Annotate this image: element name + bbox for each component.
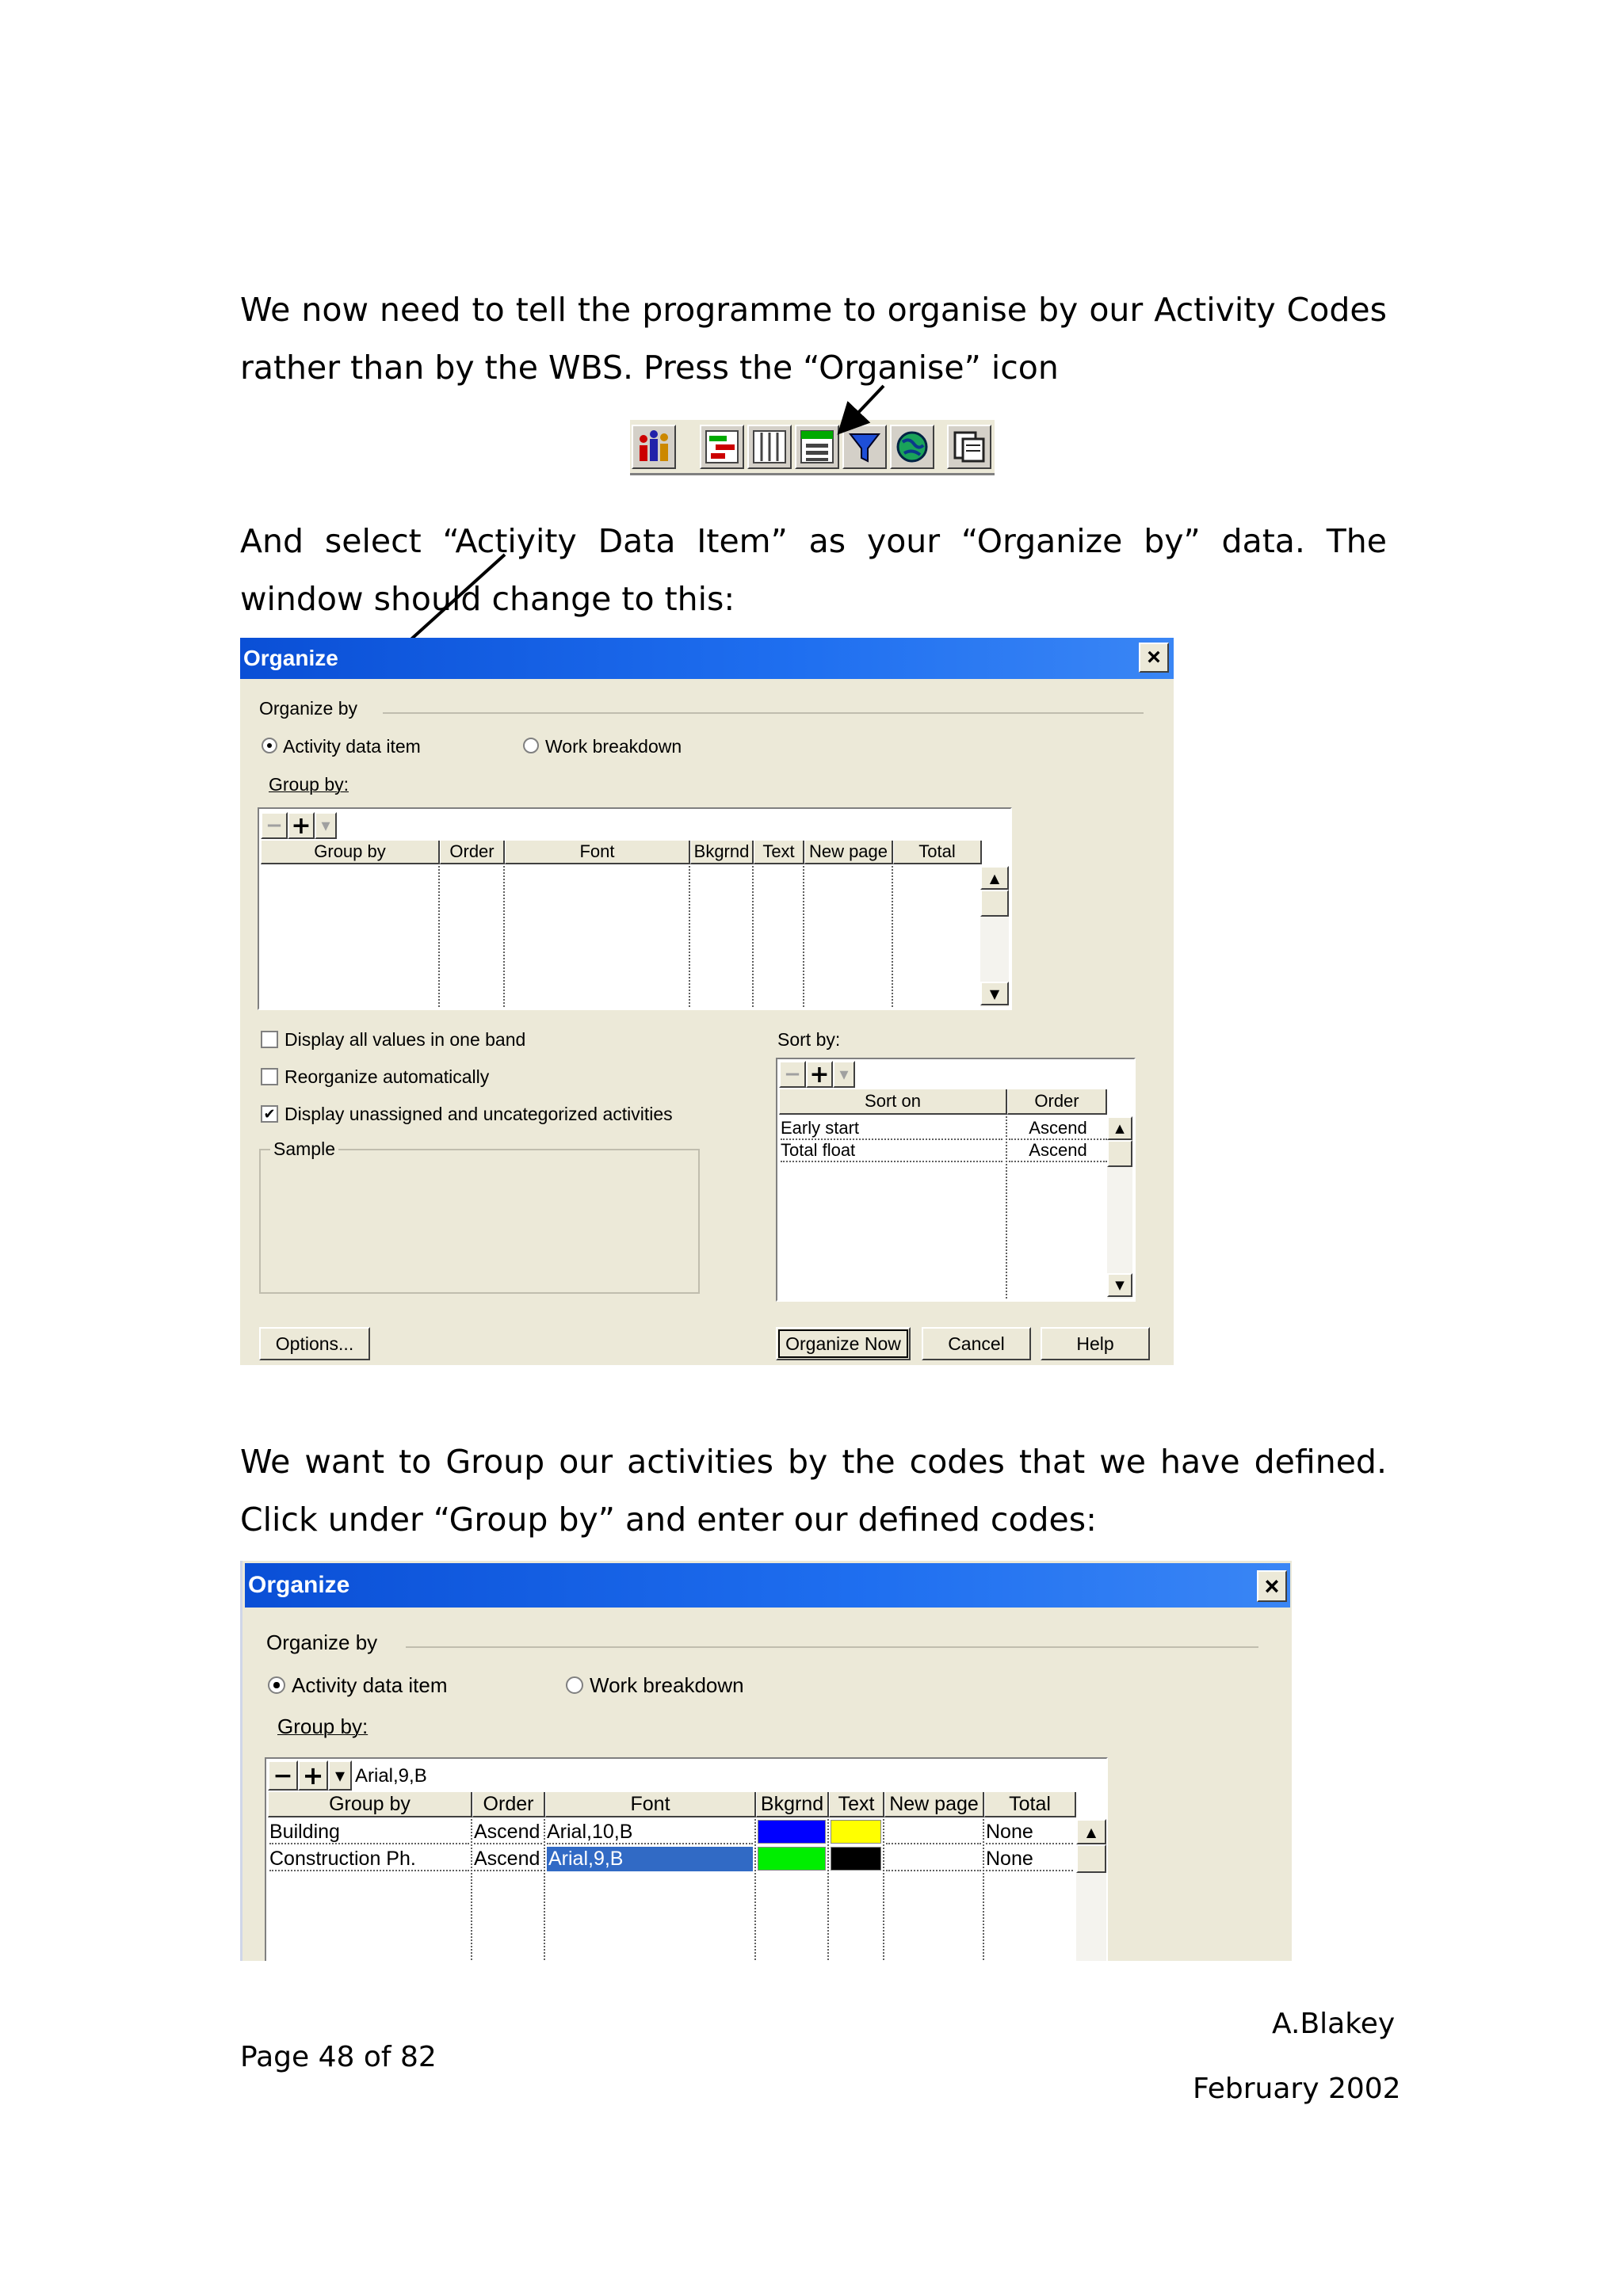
grid-divider bbox=[892, 866, 893, 1007]
grid-divider bbox=[883, 1819, 884, 1961]
col-total[interactable]: Total bbox=[893, 841, 982, 864]
sort-dropdown-button[interactable]: ▾ bbox=[833, 1061, 855, 1088]
sample-groupbox bbox=[259, 1149, 700, 1294]
close-icon[interactable]: × bbox=[1139, 643, 1169, 673]
dropdown-button[interactable]: ▾ bbox=[328, 1760, 352, 1791]
grid-divider bbox=[471, 1819, 472, 1961]
organize-by-divider bbox=[383, 712, 1144, 714]
row-1-order[interactable]: Ascend bbox=[474, 1819, 542, 1844]
dropdown-button[interactable]: ▾ bbox=[315, 812, 337, 839]
cancel-button[interactable]: Cancel bbox=[922, 1327, 1031, 1360]
sort-scroll-down-icon[interactable]: ▼ bbox=[1107, 1273, 1132, 1297]
help-button[interactable]: Help bbox=[1041, 1327, 1150, 1360]
grid-divider bbox=[438, 866, 440, 1007]
sort-row-2-order[interactable]: Ascend bbox=[1009, 1140, 1107, 1162]
row-1-group-by[interactable]: Building bbox=[269, 1819, 469, 1844]
checkbox-reorganize[interactable] bbox=[261, 1068, 278, 1085]
radio-work-breakdown[interactable] bbox=[566, 1676, 583, 1694]
dialog-2-titlebar bbox=[245, 1563, 1290, 1608]
grid-divider bbox=[803, 866, 804, 1007]
grid-divider bbox=[1006, 1116, 1007, 1299]
checkbox-one-band[interactable] bbox=[261, 1031, 278, 1048]
grid-divider bbox=[827, 1819, 829, 1961]
scroll-thumb[interactable] bbox=[980, 890, 1009, 917]
col-sort-order[interactable]: Order bbox=[1007, 1089, 1107, 1115]
col-text[interactable]: Text bbox=[754, 841, 804, 864]
sort-scroll-thumb[interactable] bbox=[1107, 1140, 1132, 1167]
sort-by-label: Sort by: bbox=[777, 1029, 841, 1050]
row-2-font-selected[interactable] bbox=[547, 1847, 753, 1871]
sort-row-2-field[interactable]: Total float bbox=[781, 1140, 1002, 1162]
radio-activity-data-item[interactable] bbox=[262, 738, 277, 753]
col-text[interactable]: Text bbox=[829, 1792, 884, 1817]
close-icon[interactable]: × bbox=[1257, 1570, 1287, 1602]
intro-line-1: We now need to tell the programme to organise by our Activity Codes bbox=[240, 291, 1387, 329]
organize-dialog-2 bbox=[240, 1561, 1292, 1961]
radio-wbs-label: Work breakdown bbox=[590, 1673, 744, 1697]
sample-label: Sample bbox=[270, 1138, 338, 1160]
col-new-page[interactable]: New page bbox=[804, 841, 893, 864]
col-bkgrnd[interactable]: Bkgrnd bbox=[756, 1792, 829, 1817]
scroll-up-icon[interactable]: ▲ bbox=[1076, 1819, 1106, 1844]
col-sort-on[interactable]: Sort on bbox=[779, 1089, 1007, 1115]
row-2-order[interactable]: Ascend bbox=[474, 1846, 542, 1871]
row-2-total[interactable]: None bbox=[986, 1846, 1073, 1871]
select-line-1: And select “Actiyity Data Item” as your “Organize by” data. The bbox=[240, 522, 1387, 560]
scroll-up-icon[interactable]: ▲ bbox=[980, 866, 1009, 890]
grid-divider bbox=[983, 1819, 984, 1961]
col-font[interactable]: Font bbox=[505, 841, 690, 864]
row-2-text-swatch[interactable] bbox=[831, 1847, 881, 1871]
sort-scroll-up-icon[interactable]: ▲ bbox=[1107, 1116, 1132, 1140]
group-line-2: Click under “Group by” and enter our defined codes: bbox=[240, 1501, 1097, 1539]
organize-by-label: Organize by bbox=[259, 698, 358, 719]
checkbox-unassigned[interactable]: ✔ bbox=[261, 1105, 278, 1123]
sort-plus-button[interactable]: + bbox=[806, 1061, 833, 1088]
grid-divider bbox=[544, 1819, 545, 1961]
grid-divider bbox=[503, 866, 505, 1007]
radio-wbs-label: Work breakdown bbox=[545, 736, 682, 757]
checkbox-reorganize-label: Reorganize automatically bbox=[285, 1066, 490, 1087]
sort-minus-button[interactable]: − bbox=[779, 1061, 806, 1088]
row-1-text-swatch[interactable] bbox=[831, 1820, 881, 1844]
plus-button[interactable]: + bbox=[288, 812, 315, 839]
organize-dialog-1 bbox=[240, 638, 1174, 1365]
checkbox-unassigned-label: Display unassigned and uncategorized activities bbox=[285, 1104, 673, 1124]
radio-activity-data-item[interactable] bbox=[268, 1676, 285, 1694]
group-edit-field[interactable]: Arial,9,B bbox=[355, 1765, 427, 1787]
scroll-down-icon[interactable]: ▼ bbox=[980, 982, 1009, 1005]
radio-work-breakdown[interactable] bbox=[523, 738, 539, 753]
radio-activity-label: Activity data item bbox=[283, 736, 421, 757]
col-total[interactable]: Total bbox=[984, 1792, 1076, 1817]
sort-row-1-field[interactable]: Early start bbox=[781, 1118, 1002, 1140]
row-2-bkgrnd-swatch[interactable] bbox=[758, 1847, 826, 1871]
row-2-group-by[interactable]: Construction Ph. bbox=[269, 1846, 469, 1871]
plus-button[interactable]: + bbox=[298, 1760, 328, 1791]
row-1-new-page[interactable] bbox=[886, 1819, 981, 1844]
col-order[interactable]: Order bbox=[472, 1792, 545, 1817]
checkbox-one-band-label: Display all values in one band bbox=[285, 1029, 526, 1050]
intro-line-2: rather than by the WBS. Press the “Organise” icon bbox=[240, 349, 1059, 387]
group-by-label: Group by: bbox=[269, 774, 349, 795]
sort-row-1-order[interactable]: Ascend bbox=[1009, 1118, 1107, 1140]
minus-button[interactable]: − bbox=[261, 812, 288, 839]
grid-divider bbox=[754, 1819, 756, 1961]
col-font[interactable]: Font bbox=[545, 1792, 756, 1817]
organize-by-label: Organize by bbox=[266, 1630, 378, 1654]
row-1-total[interactable]: None bbox=[986, 1819, 1073, 1844]
grid-divider bbox=[689, 866, 690, 1007]
organise-arrow bbox=[842, 386, 884, 430]
dialog-1-title: Organize bbox=[243, 646, 338, 670]
col-new-page[interactable]: New page bbox=[884, 1792, 984, 1817]
col-order[interactable]: Order bbox=[440, 841, 505, 864]
minus-button[interactable]: − bbox=[268, 1760, 298, 1791]
footer-author: A.Blakey bbox=[1272, 2008, 1396, 2040]
grid-divider bbox=[752, 866, 754, 1007]
group-line-1: We want to Group our activities by the codes that we have defined. bbox=[240, 1443, 1387, 1481]
row-1-font[interactable]: Arial,10,B bbox=[547, 1819, 753, 1844]
radio-activity-label: Activity data item bbox=[292, 1673, 448, 1697]
options-button[interactable]: Options... bbox=[259, 1327, 370, 1360]
col-bkgrnd[interactable]: Bkgrnd bbox=[690, 841, 754, 864]
dialog-1-titlebar bbox=[240, 638, 1174, 679]
organize-by-divider bbox=[406, 1646, 1258, 1648]
group-paragraph bbox=[240, 1433, 1387, 1549]
row-2-new-page[interactable] bbox=[886, 1846, 981, 1871]
group-by-label: Group by: bbox=[277, 1714, 369, 1738]
select-paragraph bbox=[240, 513, 1387, 628]
row-2-font: Arial,9,B bbox=[548, 1848, 624, 1870]
dialog-2-title: Organize bbox=[248, 1572, 350, 1598]
col-group-by[interactable]: Group by bbox=[268, 1792, 472, 1817]
scroll-thumb[interactable] bbox=[1076, 1844, 1106, 1873]
organize-now-button[interactable]: Organize Now bbox=[776, 1327, 911, 1360]
row-1-bkgrnd-swatch[interactable] bbox=[758, 1820, 826, 1844]
group-by-grid[interactable] bbox=[258, 807, 1012, 1010]
select-line-2: window should change to this: bbox=[240, 580, 735, 618]
footer-date: February 2002 bbox=[1193, 2073, 1401, 2105]
col-group-by[interactable]: Group by bbox=[261, 841, 440, 864]
footer-page-number: Page 48 of 82 bbox=[240, 2041, 437, 2073]
